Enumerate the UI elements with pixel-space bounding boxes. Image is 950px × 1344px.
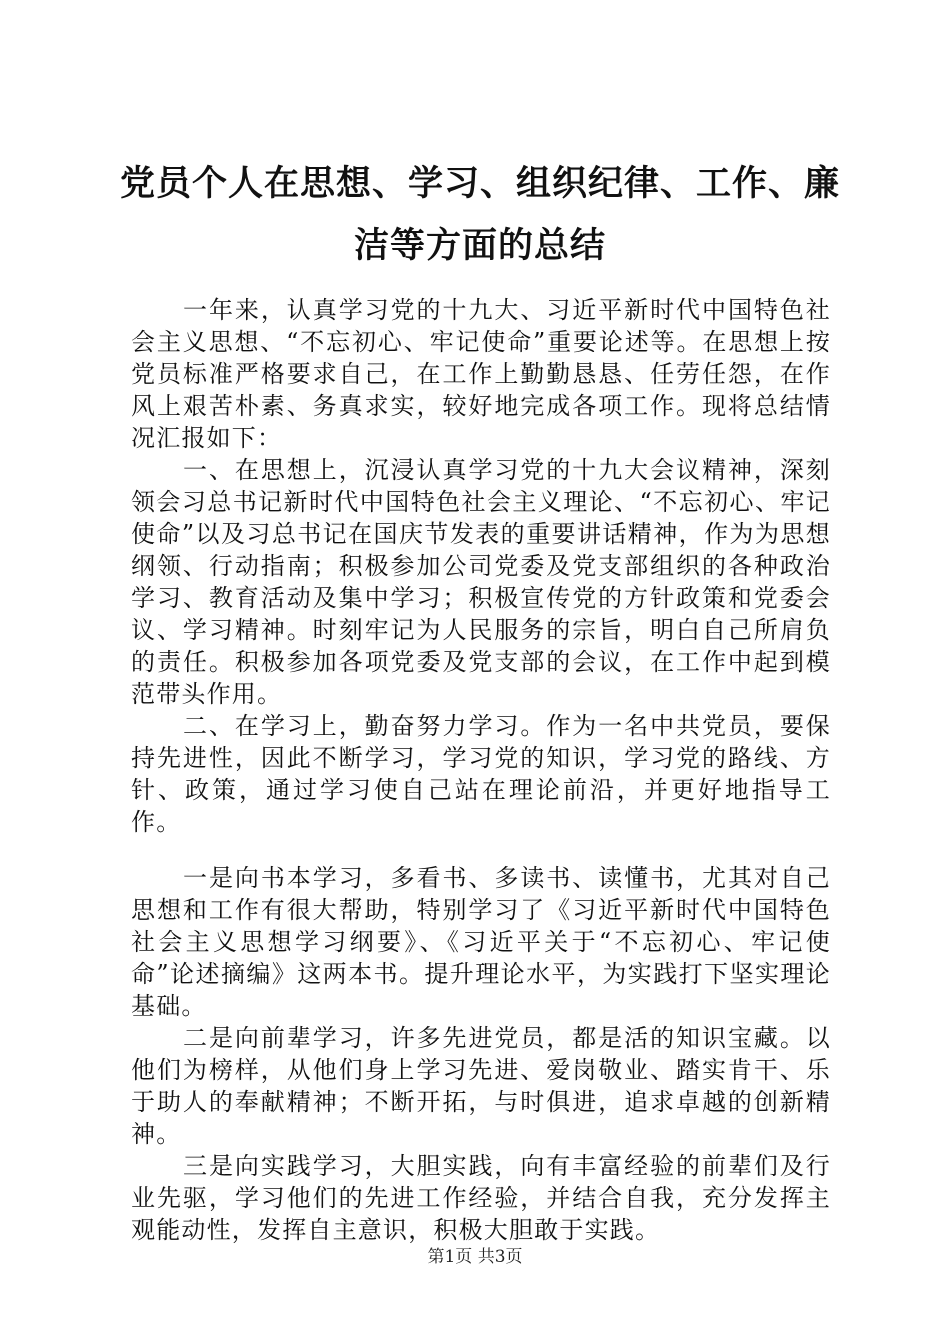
paragraph-study: 二、在学习上，勤奋努力学习。作为一名中共党员，要保持先进性，因此不断学习，学习党的知识，学习党的路线、方针、政策，通过学习使自己站在理论前沿，并更好地指导工作。	[131, 712, 831, 836]
paragraph-predecessors: 二是向前辈学习，许多先进党员，都是活的知识宝藏。以他们为榜样，从他们身上学习先进、爱岗敬业、踏实肯干、乐于助人的奉献精神；不断开拓，与时俱进，追求卓越的创新精神。	[131, 1024, 831, 1148]
paragraph-spacer	[131, 838, 831, 862]
document-title-line-2: 洁等方面的总结	[353, 225, 606, 266]
paragraph-thought: 一、在思想上，沉浸认真学习党的十九大会议精神，深刻领会习总书记新时代中国特色社会主义理论、“不忘初心、牢记使命”以及习总书记在国庆节发表的重要讲话精神，作为为思想纲领、行动指南；积极参加公司党委及党支部组织的各种政治学习、教育活动及集中学习；积极宣传党的方针政策和党委会议、学习精神。时刻牢记为人民服务的宗旨，明白自己所肩负的责任。积极参加各项党委及党支部的会议，在工作中起到模范带头作用。	[131, 456, 831, 708]
paragraph-books: 一是向书本学习，多看书、多读书、读懂书，尤其对自己思想和工作有很大帮助，特别学习了《习近平新时代中国特色社会主义思想学习纲要》、《习近平关于“不忘初心、牢记使命”论述摘编》这两本书。提升理论水平，为实践打下坚实理论基础。	[131, 864, 831, 1020]
document-title-line-1: 党员个人在思想、学习、组织纪律、工作、廉	[119, 163, 840, 204]
document-body	[131, 294, 831, 1246]
paragraph-practice: 三是向实践学习，大胆实践，向有丰富经验的前辈们及行业先驱，学习他们的先进工作经验，并结合自我，充分发挥主观能动性，发挥自主意识，积极大胆敢于实践。	[131, 1152, 831, 1244]
paragraph-intro: 一年来，认真学习党的十九大、习近平新时代中国特色社会主义思想、“不忘初心、牢记使命”重要论述等。在思想上按党员标准严格要求自己，在工作上勤勤恳恳、任劳任怨，在作风上艰苦朴素、务真求实，较好地完成各项工作。现将总结情况汇报如下：	[131, 296, 831, 452]
page-footer: 第1页 共3页	[427, 1247, 523, 1267]
